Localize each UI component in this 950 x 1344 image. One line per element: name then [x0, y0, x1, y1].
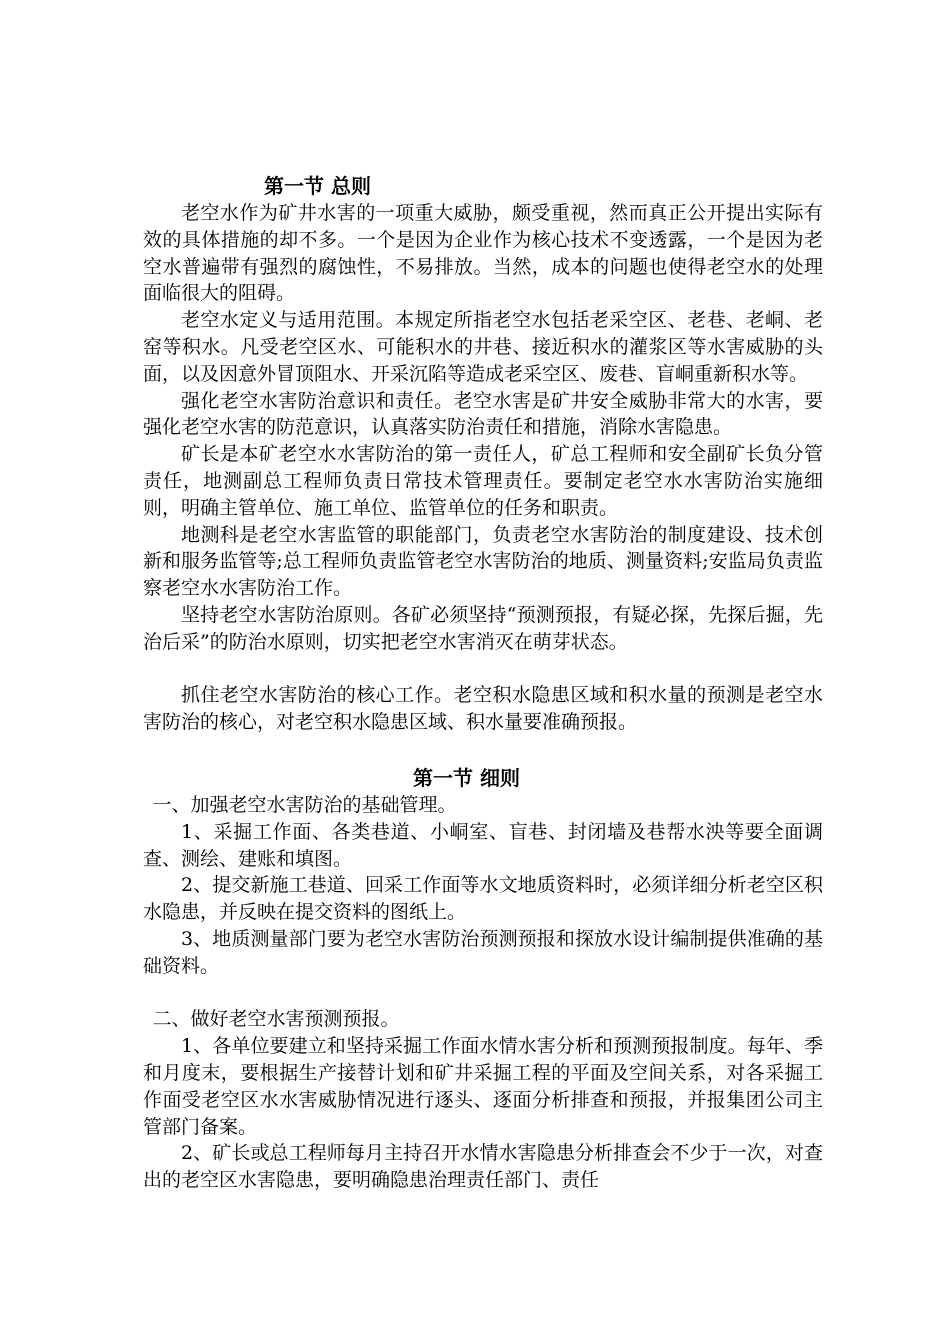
- paragraph-principle: 坚持老空水害防治原则。各矿必须坚持“预测预报，有疑必探，先探后掘，先治后采”的防治水原则，切实把老空水害消灭在萌芽状态。: [143, 603, 823, 653]
- paragraph-intro: 老空水作为矿井水害的一项重大威胁，颇受重视，然而真正公开提出实际有效的具体措施的却不多。一个是因为企业作为核心技术不变透露，一个是因为老空水普遍带有强烈的腐蚀性，不易排放。当然，成本的问题也使得老空水的处理面临很大的阻碍。: [143, 202, 823, 305]
- section-title-details: 第一节 细则: [413, 765, 520, 790]
- list-item: 1、各单位要建立和坚持采掘工作面水情水害分析和预测预报制度。每年、季和月度末，要根据生产接替计划和矿井采掘工程的平面及空间关系，对各采掘工作面受老空区水水害威胁情况进行逐头、逐面分析排查和预报，并报集团公司主管部门备案。: [143, 1035, 823, 1138]
- blank-line: [143, 980, 823, 1007]
- paragraph-awareness: 强化老空水害防治意识和责任。老空水害是矿井安全威胁非常大的水害，要强化老空水害的防范意识，认真落实防治责任和措施，消除水害隐患。: [143, 389, 823, 439]
- blank-line: [143, 656, 823, 683]
- list-item: 2、矿长或总工程师每月主持召开水情水害隐患分析排查会不少于一次，对查出的老空区水害隐患，要明确隐患治理责任部门、责任: [143, 1142, 823, 1192]
- list-item: 3、地质测量部门要为老空水害防治预测预报和探放水设计编制提供准确的基础资料。: [143, 927, 823, 977]
- list-item: 1、采掘工作面、各类巷道、小峒室、盲巷、封闭墙及巷帮水泱等要全面调查、测绘、建账和填图。: [143, 820, 823, 870]
- list-item: 2、提交新施工巷道、回采工作面等水文地质资料时，必须详细分析老空区积水隐患，并反映在提交资料的图纸上。: [143, 874, 823, 924]
- paragraph-responsibility: 矿长是本矿老空水水害防治的第一责任人，矿总工程师和安全副矿长负分管责任，地测副总工程师负责日常技术管理责任。要制定老空水水害防治实施细则，明确主管单位、施工单位、监管单位的任务和职责。: [143, 443, 823, 519]
- document-page: [143, 172, 823, 1194]
- paragraph-department: 地测科是老空水害监管的职能部门，负责老空水害防治的制度建设、技术创新和服务监管等;总工程师负责监管老空水害防治的地质、测量资料;安监局负责监察老空水水害防治工作。: [143, 523, 823, 600]
- paragraph-definition: 老空水定义与适用范围。本规定所指老空水包括老采空区、老巷、老峒、老窑等积水。凡受老空区水、可能积水的井巷、接近积水的灌浆区等水害威胁的头面，以及因意外冒顶阻水、开采沉陷等造成老采空区、废巷、盲峒重新积水等。: [143, 309, 823, 385]
- subheading-forecast: 二、做好老空水害预测预报。: [152, 1008, 400, 1031]
- section-title-general: 第一节 总则: [264, 174, 371, 198]
- paragraph-core-work: 抓住老空水害防治的核心工作。老空积水隐患区域和积水量的预测是老空水害防治的核心，对老空积水隐患区域、积水量要准确预报。: [143, 684, 823, 734]
- subheading-basic-management: 一、加强老空水害防治的基础管理。: [152, 793, 457, 816]
